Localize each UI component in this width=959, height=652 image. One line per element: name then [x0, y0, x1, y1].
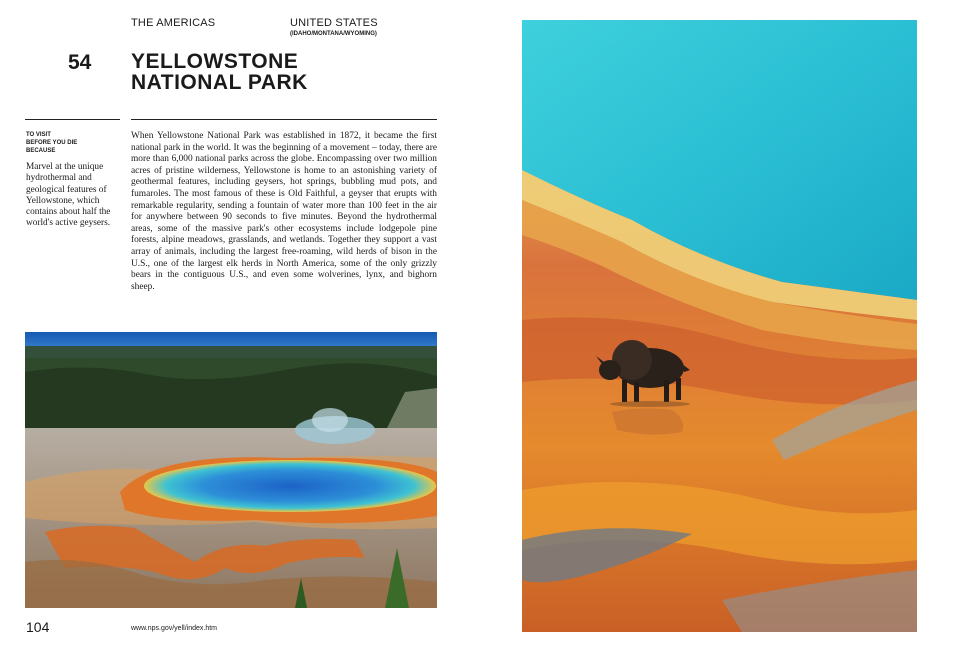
- website-url: www.nps.gov/yell/index.htm: [131, 625, 217, 632]
- grand-prismatic-photo: [25, 332, 437, 608]
- sidebar-heading-line: TO VISIT: [26, 132, 51, 138]
- sidebar-heading-line: BECAUSE: [26, 148, 56, 154]
- body-divider: [131, 119, 437, 120]
- section-region: THE AMERICAS: [131, 17, 216, 29]
- page-number: 104: [26, 619, 50, 635]
- sidebar-divider: [25, 119, 120, 120]
- page-title: [131, 51, 308, 93]
- entry-number: 54: [68, 51, 92, 74]
- body-text: When Yellowstone National Park was established in 1872, it became the first national park in the world. It was the beginning of a movement – today, there are more than 6,000 national parks across the globe. Encompassing over two million acres of pristine wilderness, Yellowstone is home to an astonishing variety of geothermal features, including geysers, hot springs, bubbling mud pots, and fumaroles. The most famous of these is Old Faithful, a geyser that erupts with remarkable regularity, sending a fountain of water more than 100 feet in the air for anywhere between 90 seconds to five minutes. Beyond the hydrothermal areas, some of the massive park's other ecosystems include lodgepole pine forests, alpine meadows, grasslands, and wetlands. Together they support a vast array of animals, including the largest free-roaming, wild herds of bison in the U.S., one of the largest elk herds in North America, some of the only grizzly bears in the contiguous U.S., and even some wolverines, lynx, and bighorn sheep.: [131, 131, 437, 292]
- sidebar-heading: [26, 131, 116, 155]
- bison-hot-spring-photo: [522, 20, 917, 632]
- section-country: UNITED STATES: [290, 17, 378, 29]
- title-line-1: YELLOWSTONE: [131, 50, 299, 73]
- title-line-2: NATIONAL PARK: [131, 71, 308, 94]
- sidebar-heading-line: BEFORE YOU DIE: [26, 140, 78, 146]
- section-states: (IDAHO/MONTANA/WYOMING): [290, 31, 377, 37]
- sidebar-reason: Marvel at the unique hydrothermal and geological features of Yellowstone, which contains about half the world's active geysers.: [26, 162, 111, 229]
